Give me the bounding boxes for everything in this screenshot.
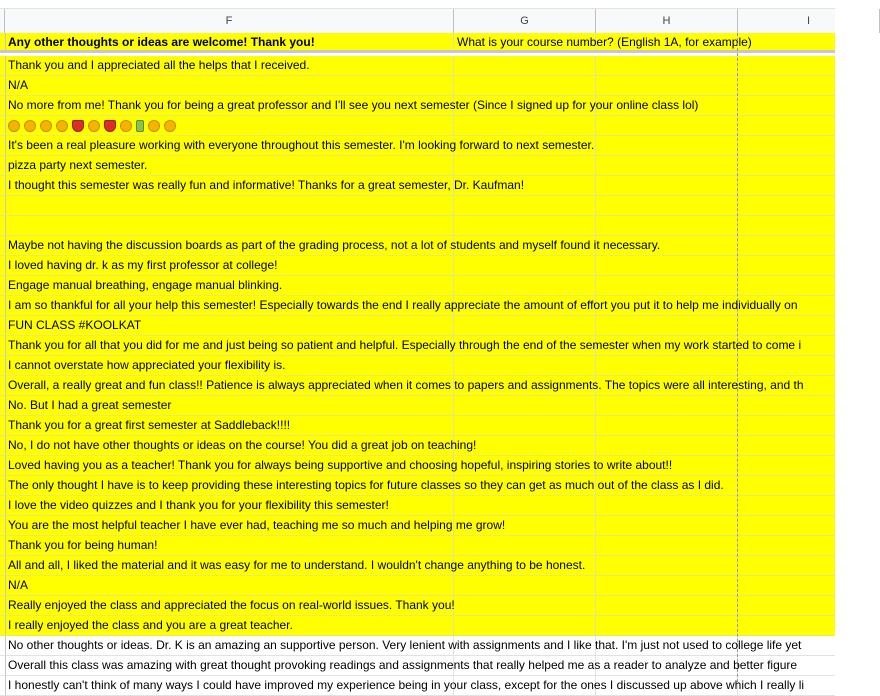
face-emoji-icon	[40, 120, 52, 132]
cell-f[interactable]: The only thought I have is to keep providing these interesting topics for future classes so they can get as much out of the class as I did.	[8, 478, 724, 492]
row-stub	[0, 156, 6, 175]
row-stub	[0, 556, 6, 575]
table-row	[0, 556, 835, 576]
cell-f[interactable]: Thank you and I appreciated all the helps that I received.	[8, 58, 310, 72]
row-stub	[0, 216, 6, 235]
cell-f[interactable]: You are the most helpful teacher I have ever had, teaching me so much and helping me grow!	[8, 518, 506, 532]
table-row	[0, 456, 835, 476]
table-row	[0, 76, 835, 96]
table-row	[0, 576, 835, 596]
table-row	[0, 256, 835, 276]
row-stub	[0, 376, 6, 395]
cell-f[interactable]	[8, 116, 180, 135]
table-row	[0, 676, 835, 696]
table-row	[0, 656, 835, 676]
row-stub	[0, 356, 6, 375]
table-row	[0, 296, 835, 316]
cell-f[interactable]: Overall this class was amazing with great thought provoking readings and assignments that really helped me as a reader to analyze and better figure	[8, 658, 798, 672]
table-row	[0, 96, 835, 116]
cell-f[interactable]: pizza party next semester.	[8, 158, 148, 172]
cell-f[interactable]: No more from me! Thank you for being a great professor and I'll see you next semester (Since I signed up for your online class lol)	[8, 98, 699, 112]
table-row	[0, 376, 835, 396]
face-emoji-icon	[24, 120, 36, 132]
row-stub	[0, 616, 6, 635]
cell-f[interactable]: Maybe not having the discussion boards as part of the grading process, not a lot of students and myself found it necessary.	[8, 238, 661, 252]
cell-f[interactable]: It's been a real pleasure working with everyone throughout this semester. I'm looking forward to next semester.	[8, 138, 595, 152]
table-row	[0, 616, 835, 636]
cell-f[interactable]: Thank you for being human!	[8, 538, 158, 552]
table-row	[0, 116, 835, 136]
table-row	[0, 476, 835, 496]
cell-f[interactable]: I loved having dr. k as my first professor at college!	[8, 258, 278, 272]
row-stub	[0, 116, 6, 135]
row-stub	[0, 676, 6, 695]
table-row	[0, 396, 835, 416]
table-row	[0, 356, 835, 376]
row-stub	[0, 396, 6, 415]
cell-f[interactable]: Overall, a really great and fun class!! Patience is always appreciated when it comes to papers and assignments. The topics were all interesting, and th	[8, 378, 804, 392]
cell-f[interactable]: I am so thankful for all your help this semester! Especially towards the end I really appreciate the amount of effort you put it to help me individually on	[8, 298, 798, 312]
cell-f[interactable]: I thought this semester was really fun and informative! Thanks for a great semester, Dr. Kaufman!	[8, 178, 525, 192]
cell-f[interactable]: Loved having you as a teacher! Thank you for always being supportive and choosing hopeful, inspiring stories to write about!!	[8, 458, 673, 472]
face-emoji-icon	[120, 120, 132, 132]
row-stub	[0, 276, 6, 295]
cell-f[interactable]: I honestly can't think of many ways I could have improved my experience being in your class, except for the ones I discussed up above which I really li	[8, 678, 805, 692]
heart-emoji-icon	[104, 120, 116, 132]
row-stub	[0, 596, 6, 615]
table-row	[0, 316, 835, 336]
table-row	[0, 336, 835, 356]
column-header-i[interactable]: I	[738, 9, 880, 33]
row-stub	[0, 476, 6, 495]
face-emoji-icon	[164, 120, 176, 132]
table-row	[0, 156, 835, 176]
table-row	[0, 236, 835, 256]
row-stub	[0, 436, 6, 455]
person-emoji-icon	[136, 120, 144, 132]
table-row	[0, 276, 835, 296]
table-row	[0, 636, 835, 656]
row-stub	[0, 256, 6, 275]
table-row	[0, 416, 835, 436]
row-stub	[0, 456, 6, 475]
cell-f[interactable]: I love the video quizzes and I thank you for your flexibility this semester!	[8, 498, 389, 512]
column-header-h[interactable]: H	[596, 9, 738, 33]
heart-emoji-icon	[72, 120, 84, 132]
table-row	[0, 596, 835, 616]
row-stub	[0, 316, 6, 335]
table-row	[0, 176, 835, 196]
face-emoji-icon	[8, 120, 20, 132]
row-stub	[0, 33, 6, 50]
cell-f[interactable]: Engage manual breathing, engage manual blinking.	[8, 278, 283, 292]
table-row	[0, 536, 835, 556]
row-stub	[0, 196, 6, 215]
row-stub	[0, 56, 6, 75]
header-cell-f[interactable]: Any other thoughts or ideas are welcome! Thank you!	[8, 35, 315, 49]
cell-f[interactable]: I cannot overstate how appreciated your flexibility is.	[8, 358, 286, 372]
row-stub	[0, 296, 6, 315]
face-emoji-icon	[148, 120, 160, 132]
table-row	[0, 516, 835, 536]
column-header-g[interactable]: G	[454, 9, 596, 33]
cell-f[interactable]: Thank you for all that you did for me and just being so patient and helpful. Especially through the end of the semester when my work started to come i	[8, 338, 802, 352]
cell-f[interactable]: No. But I had a great semester	[8, 398, 172, 412]
row-stub	[0, 96, 6, 115]
header-cell-g[interactable]: What is your course number? (English 1A, for example)	[457, 35, 752, 49]
table-row	[0, 56, 835, 76]
page-break-line	[737, 33, 738, 682]
row-stub	[0, 516, 6, 535]
row-stub	[0, 416, 6, 435]
cell-f[interactable]: All and all, I liked the material and it was easy for me to understand. I wouldn't change anything to be honest.	[8, 558, 586, 572]
column-header-f[interactable]: F	[5, 9, 454, 33]
cell-f[interactable]: No, I do not have other thoughts or ideas on the course! You did a great job on teaching!	[8, 438, 477, 452]
table-row	[0, 196, 835, 216]
row-stub	[0, 576, 6, 595]
row-stub	[0, 636, 6, 655]
table-row	[0, 436, 835, 456]
table-row	[0, 136, 835, 156]
face-emoji-icon	[56, 120, 68, 132]
cell-f[interactable]: N/A	[8, 578, 29, 592]
row-stub	[0, 656, 6, 675]
cell-f[interactable]: No other thoughts or ideas. Dr. K is an amazing an supportive person. Very lenient with assignments and I like that. I'm just not used to college life yet	[8, 638, 802, 652]
table-row	[0, 216, 835, 236]
row-stub	[0, 136, 6, 155]
cell-f[interactable]: I really enjoyed the class and you are a great teacher.	[8, 618, 293, 632]
row-stub	[0, 176, 6, 195]
row-stub	[0, 236, 6, 255]
column-header-row	[0, 8, 835, 34]
header-row	[0, 33, 835, 53]
cell-f[interactable]: FUN CLASS #KOOLKAT	[8, 318, 142, 332]
cell-f[interactable]: Really enjoyed the class and appreciated the focus on real-world issues. Thank you!	[8, 598, 455, 612]
face-emoji-icon	[88, 120, 100, 132]
cell-f[interactable]: N/A	[8, 78, 29, 92]
cell-f[interactable]: Thank you for a great first semester at Saddleback!!!!	[8, 418, 291, 432]
row-stub	[0, 496, 6, 515]
row-stub	[0, 336, 6, 355]
table-row	[0, 496, 835, 516]
row-stub	[0, 76, 6, 95]
row-stub	[0, 536, 6, 555]
